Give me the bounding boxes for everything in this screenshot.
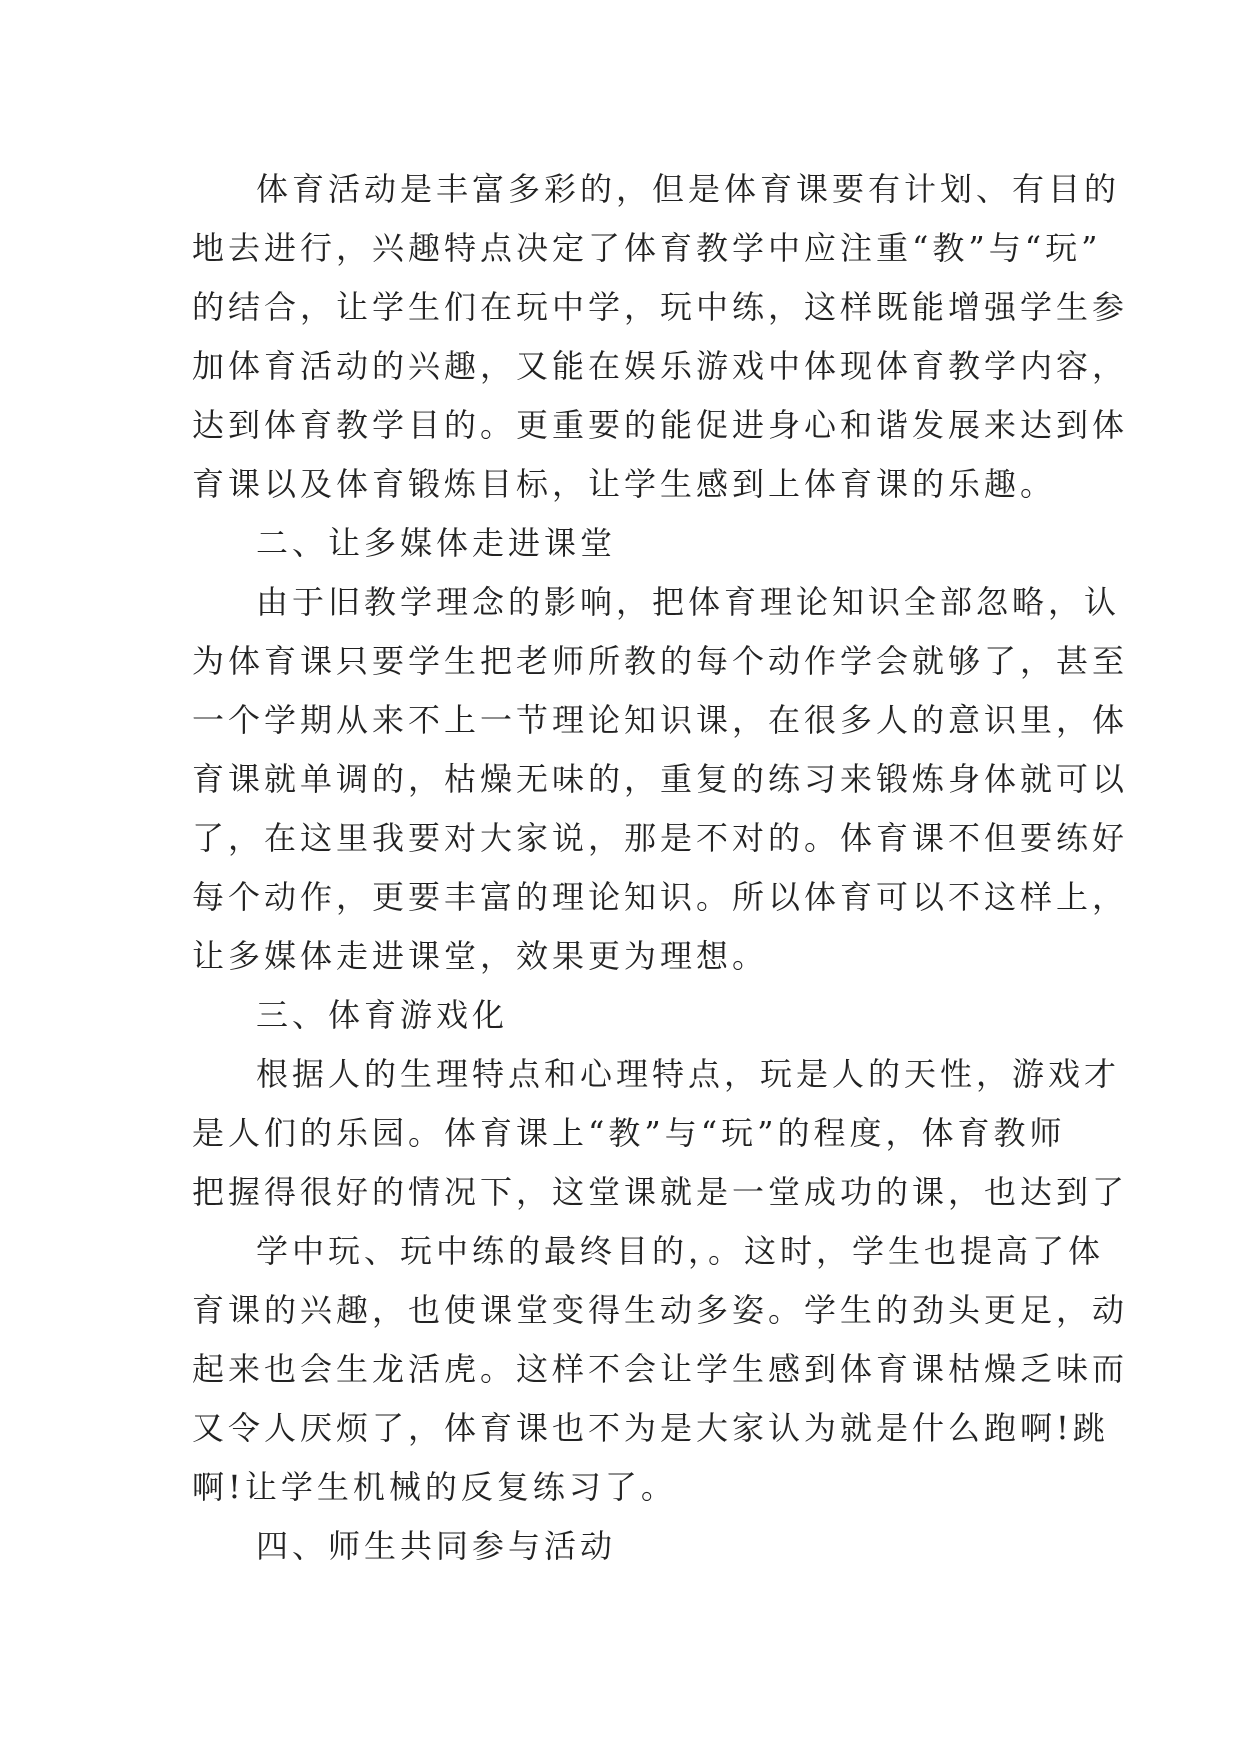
paragraph-line: 的结合，让学生们在玩中学，玩中练，这样既能增强学生参 (192, 288, 1129, 326)
paragraph-line: 每个动作，更要丰富的理论知识。所以体育可以不这样上， (192, 878, 1129, 916)
paragraph-line: 学中玩、玩中练的最终目的，。这时，学生也提高了体 (256, 1232, 1105, 1270)
paragraph-line: 体育活动是丰富多彩的，但是体育课要有计划、有目的 (256, 170, 1121, 208)
paragraph-line: 育课以及体育锻炼目标，让学生感到上体育课的乐趣。 (192, 465, 1057, 503)
paragraph-line: 达到体育教学目的。更重要的能促进身心和谐发展来达到体 (192, 406, 1129, 444)
paragraph-line: 让多媒体走进课堂，效果更为理想。 (192, 937, 769, 975)
paragraph-line: 起来也会生龙活虎。这样不会让学生感到体育课枯燥乏味而 (192, 1350, 1129, 1388)
paragraph-line: 又令人厌烦了，体育课也不为是大家认为就是什么跑啊!跳 (192, 1409, 1109, 1447)
paragraph-line: 为体育课只要学生把老师所教的每个动作学会就够了，甚至 (192, 642, 1129, 680)
paragraph-line: 了，在这里我要对大家说，那是不对的。体育课不但要练好 (192, 819, 1129, 857)
paragraph-line: 一个学期从来不上一节理论知识课，在很多人的意识里，体 (192, 701, 1129, 739)
document-body (192, 160, 1129, 1576)
paragraph-line: 由于旧教学理念的影响，把体育理论知识全部忽略，认 (256, 583, 1121, 621)
paragraph-line: 是人们的乐园。体育课上“教”与“玩”的程度，体育教师 (192, 1114, 1066, 1152)
paragraph-line: 把握得很好的情况下，这堂课就是一堂成功的课，也达到了 (192, 1173, 1129, 1211)
section-heading: 二、让多媒体走进课堂 (256, 524, 617, 562)
paragraph-line: 加体育活动的兴趣，又能在娱乐游戏中体现体育教学内容， (192, 347, 1129, 385)
paragraph-line: 根据人的生理特点和心理特点，玩是人的天性，游戏才 (256, 1055, 1121, 1093)
paragraph-line: 育课就单调的，枯燥无味的，重复的练习来锻炼身体就可以 (192, 760, 1129, 798)
section-heading: 三、体育游戏化 (256, 996, 509, 1034)
section-heading: 四、师生共同参与活动 (256, 1527, 617, 1565)
paragraph-line: 啊!让学生机械的反复练习了。 (192, 1468, 677, 1506)
paragraph-line: 育课的兴趣，也使课堂变得生动多姿。学生的劲头更足，动 (192, 1291, 1129, 1329)
paragraph-line: 地去进行，兴趣特点决定了体育教学中应注重“教”与“玩” (192, 229, 1102, 267)
